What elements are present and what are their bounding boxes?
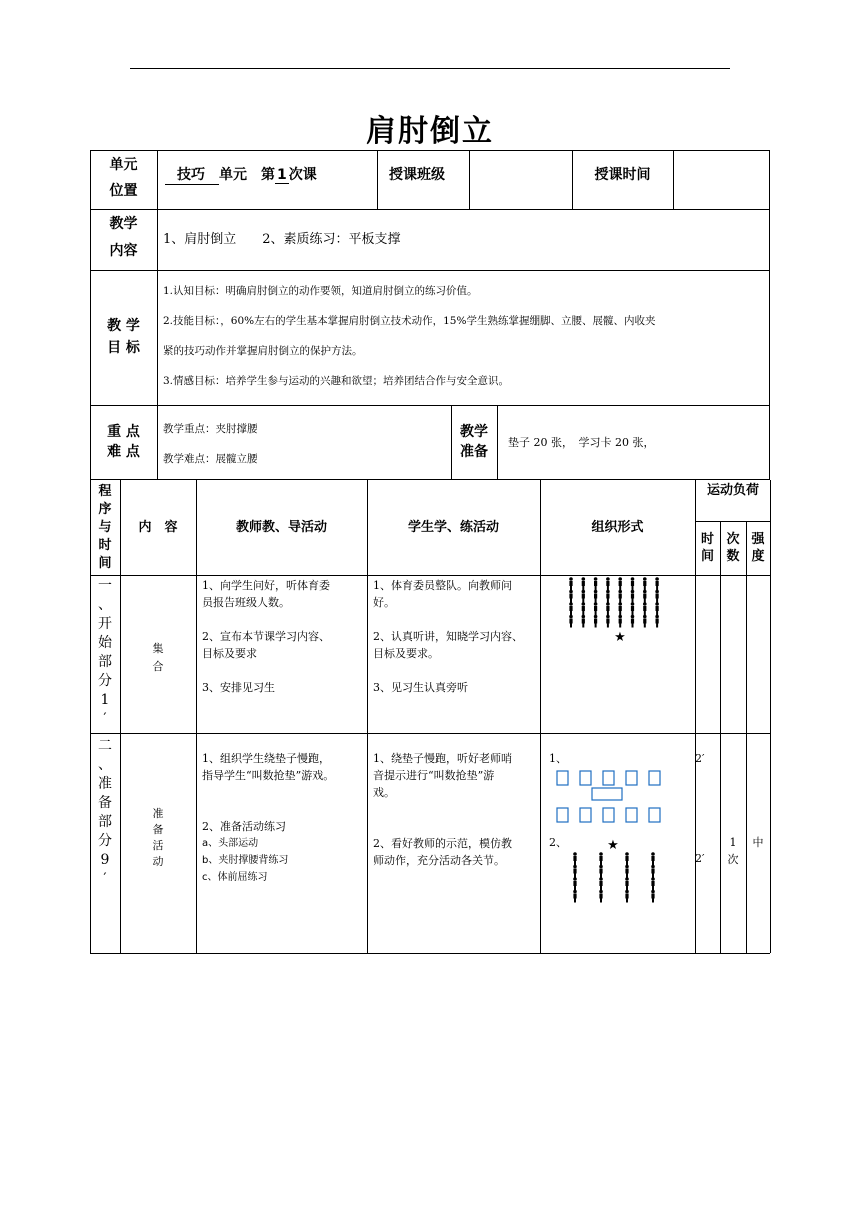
person-icon xyxy=(625,865,629,878)
person-icon xyxy=(618,602,622,615)
part1-student xyxy=(373,577,539,696)
content-label-b: 内容 xyxy=(109,243,138,259)
procedure-char: 部 xyxy=(98,814,112,830)
person-icon xyxy=(631,615,635,628)
person-icon xyxy=(594,590,598,603)
mat-square-icon xyxy=(557,808,568,822)
goals-label-b: 目 标 xyxy=(107,340,140,356)
person-icon xyxy=(643,602,647,615)
procedure-char: ′ xyxy=(103,871,107,887)
divider xyxy=(673,150,674,209)
person-icon xyxy=(606,615,610,628)
student-line: 2、看好教师的示范，模仿教 xyxy=(373,837,512,850)
mat-square-icon xyxy=(626,808,637,822)
part2-count xyxy=(720,834,746,868)
person-icon xyxy=(618,615,622,628)
student-line: 好。 xyxy=(373,596,395,609)
procedure-char: 部 xyxy=(98,654,112,670)
person-icon xyxy=(569,615,573,628)
procedure-char: 间 xyxy=(98,556,112,571)
time-header-char: 间 xyxy=(700,549,714,564)
mat-square-icon xyxy=(603,771,614,785)
divider xyxy=(90,953,770,954)
person-icon xyxy=(573,865,577,878)
procedure-char: ′ xyxy=(103,711,107,727)
person-icon xyxy=(569,602,573,615)
teacher-line: c、体前屈练习 xyxy=(202,872,268,883)
key-label-a: 重 点 xyxy=(107,424,140,440)
divider xyxy=(196,480,197,953)
lesson-suffix: 次课 xyxy=(288,167,317,183)
divider xyxy=(540,480,541,953)
person-icon xyxy=(594,615,598,628)
part2-time-1: 2′ xyxy=(695,752,705,765)
part1-content xyxy=(120,640,196,676)
person-icon xyxy=(625,890,629,903)
divider xyxy=(720,521,721,953)
teacher-line: 1、组织学生绕垫子慢跑， xyxy=(202,752,330,765)
person-icon xyxy=(643,577,647,590)
person-icon xyxy=(655,615,659,628)
unit-mid: 单元 第 xyxy=(219,167,275,183)
part2-student xyxy=(373,750,539,869)
person-icon xyxy=(655,602,659,615)
person-icon xyxy=(569,590,573,603)
teacher-line xyxy=(202,611,366,628)
difficulty: 教学难点：展髋立腰 xyxy=(163,453,258,465)
content-header: 内 容 xyxy=(138,520,178,535)
part2-time-2: 2′ xyxy=(695,852,705,865)
person-icon xyxy=(655,590,659,603)
key-label xyxy=(90,422,157,462)
count-header-char: 次 xyxy=(726,532,740,547)
person-icon xyxy=(631,577,635,590)
intensity-header-char: 强 xyxy=(751,532,765,547)
person-icon xyxy=(582,615,586,628)
person-icon xyxy=(582,590,586,603)
procedure-char: 、 xyxy=(98,757,112,773)
prep-label-b: 准备 xyxy=(460,444,488,460)
content-char: 集 xyxy=(152,642,164,655)
content-label-a: 教学 xyxy=(109,216,138,232)
divider xyxy=(90,270,770,271)
procedure-char: 始 xyxy=(98,635,112,651)
divider xyxy=(367,480,368,953)
procedure-char: 分 xyxy=(98,833,112,849)
student-line: 3、见习生认真旁听 xyxy=(373,681,468,694)
part2-mats-diagram xyxy=(552,766,664,830)
divider xyxy=(572,150,573,209)
divider xyxy=(695,521,770,522)
procedure-char: 分 xyxy=(98,673,112,689)
content-char: 准 xyxy=(152,807,164,820)
person-icon xyxy=(582,577,586,590)
student-line: 2、认真听讲，知晓学习内容、 xyxy=(373,630,523,643)
mat-square-icon xyxy=(649,771,660,785)
student-line: 1、体育委员整队。向教师问 xyxy=(373,579,512,592)
goal-3: 3.情感目标：培养学生参与运动的兴趣和欲望；培养团结合作与安全意识。 xyxy=(163,375,510,387)
procedure-char: 1 xyxy=(100,692,110,708)
unit-name: 技巧 xyxy=(165,164,219,185)
procedure-char: 二 xyxy=(98,738,112,754)
student-line xyxy=(373,611,539,628)
person-icon xyxy=(606,602,610,615)
content-label xyxy=(90,211,157,265)
part2-intensity: 中 xyxy=(752,836,764,849)
header-rule xyxy=(130,68,730,69)
teacher-line xyxy=(202,784,366,801)
divider xyxy=(746,521,747,953)
procedure-char: 、 xyxy=(98,597,112,613)
student-line: 戏。 xyxy=(373,786,395,799)
teacher-line: b、夹肘撑腰背练习 xyxy=(202,855,289,866)
star-icon: ★ xyxy=(607,838,619,853)
person-icon xyxy=(651,865,655,878)
mat-square-icon xyxy=(603,808,614,822)
content-char: 活 xyxy=(152,839,164,852)
teacher-line: 指导学生“叫数抢垫”游戏。 xyxy=(202,769,335,782)
intensity-header xyxy=(746,531,770,565)
person-icon xyxy=(594,577,598,590)
teacher-line xyxy=(202,662,366,679)
person-icon xyxy=(651,877,655,890)
student-line: 1、绕垫子慢跑，听好老师哨 xyxy=(373,752,512,765)
class-label: 授课班级 xyxy=(389,167,445,183)
content-char: 合 xyxy=(152,660,164,673)
student-line: 师动作，充分活动各关节。 xyxy=(373,854,505,867)
unit-label xyxy=(90,152,157,204)
part2-procedure xyxy=(90,737,120,889)
star-icon: ★ xyxy=(614,630,626,645)
divider xyxy=(90,209,770,210)
student-line xyxy=(373,801,539,818)
person-icon xyxy=(651,852,655,865)
student-line: 音提示进行“叫数抢垫”游 xyxy=(373,769,495,782)
goal-1: 1.认知目标：明确肩肘倒立的动作要领，知道肩肘倒立的练习价值。 xyxy=(163,285,478,297)
teacher-line xyxy=(202,801,366,818)
key-label-b: 难 点 xyxy=(107,444,140,460)
load-header: 运动负荷 xyxy=(706,483,759,498)
person-icon xyxy=(643,590,647,603)
person-icon xyxy=(606,590,610,603)
mat-square-icon xyxy=(580,771,591,785)
prep-label xyxy=(451,422,497,462)
part2-teacher xyxy=(202,750,366,886)
procedure-char: 一 xyxy=(98,578,112,594)
person-icon xyxy=(573,877,577,890)
mat-square-icon xyxy=(580,808,591,822)
person-icon xyxy=(655,577,659,590)
divider xyxy=(469,150,470,209)
procedure-char: 与 xyxy=(98,520,112,535)
student-header: 学生学、练活动 xyxy=(407,520,499,535)
mat-square-icon xyxy=(649,808,660,822)
lesson-number: 1 xyxy=(277,167,287,183)
count-header xyxy=(720,531,746,565)
mat-square-icon xyxy=(557,771,568,785)
part1-formation-diagram xyxy=(560,576,680,646)
person-icon xyxy=(569,577,573,590)
teacher-header: 教师教、导活动 xyxy=(235,520,327,535)
time-header-char: 时 xyxy=(700,532,714,547)
unit-value xyxy=(165,164,317,185)
org-label-2: 2、 xyxy=(549,836,567,849)
procedure-char: 程 xyxy=(98,484,112,499)
person-icon xyxy=(625,852,629,865)
goals-text xyxy=(163,283,768,388)
teacher-line: a、头部运动 xyxy=(202,838,259,849)
time-label: 授课时间 xyxy=(594,167,651,183)
teacher-line: 员报告班级人数。 xyxy=(202,596,290,609)
part2-formation-diagram xyxy=(565,836,665,906)
content-char: 动 xyxy=(152,855,164,868)
org-label-1: 1、 xyxy=(549,752,567,765)
procedure-char: 开 xyxy=(98,616,112,632)
person-icon xyxy=(594,602,598,615)
teacher-line: 3、安排见习生 xyxy=(202,681,275,694)
unit-label-a: 单元 xyxy=(109,157,138,173)
student-line: 目标及要求。 xyxy=(373,647,439,660)
part2-content xyxy=(120,806,196,870)
person-icon xyxy=(618,577,622,590)
teacher-line: 2、准备活动练习 xyxy=(202,820,286,833)
prep-text: 垫子 20 张， 学习卡 20 张， xyxy=(508,436,655,449)
procedure-char: 序 xyxy=(98,502,112,517)
count-value: 1 xyxy=(729,836,737,849)
procedure-char: 准 xyxy=(98,776,112,792)
goals-label-a: 教 学 xyxy=(107,318,140,334)
key-text xyxy=(163,414,258,474)
teacher-line: 1、向学生问好，听体育委 xyxy=(202,579,330,592)
procedure-char: 备 xyxy=(98,795,112,811)
count-unit: 次 xyxy=(727,853,739,866)
person-icon xyxy=(599,865,603,878)
procedure-char: 9 xyxy=(100,852,110,868)
prep-label-a: 教学 xyxy=(460,424,488,440)
procedure-char: 时 xyxy=(98,538,112,553)
person-icon xyxy=(651,890,655,903)
page-title: 肩肘倒立 xyxy=(366,114,494,149)
divider xyxy=(120,480,121,953)
divider xyxy=(90,733,770,734)
mat-square-icon xyxy=(592,788,622,800)
student-line xyxy=(373,662,539,679)
unit-label-b: 位置 xyxy=(109,183,138,199)
divider xyxy=(770,480,771,953)
divider xyxy=(497,405,498,480)
organization-header: 组织形式 xyxy=(591,520,644,535)
time-header xyxy=(695,531,720,565)
mat-square-icon xyxy=(626,771,637,785)
person-icon xyxy=(599,890,603,903)
divider xyxy=(90,405,770,406)
procedure-header xyxy=(90,483,120,573)
person-icon xyxy=(631,602,635,615)
content-text: 1、肩肘倒立 2、素质练习：平板支撑 xyxy=(163,232,401,247)
part1-procedure xyxy=(90,577,120,729)
person-icon xyxy=(573,852,577,865)
goal-2a: 2.技能目标：，60%左右的学生基本掌握肩肘倒立技术动作，15%学生熟练掌握绷脚、立腰、展髋、内收夹 xyxy=(163,315,656,327)
person-icon xyxy=(599,877,603,890)
intensity-header-char: 度 xyxy=(751,549,765,564)
goal-2b: 紧的技巧动作并掌握肩肘倒立的保护方法。 xyxy=(163,345,363,357)
key-point: 教学重点：夹肘撑腰 xyxy=(163,423,258,435)
person-icon xyxy=(643,615,647,628)
person-icon xyxy=(573,890,577,903)
part1-teacher xyxy=(202,577,366,696)
content-char: 备 xyxy=(152,823,164,836)
person-icon xyxy=(631,590,635,603)
teacher-line: 2、宣布本节课学习内容、 xyxy=(202,630,330,643)
person-icon xyxy=(625,877,629,890)
person-icon xyxy=(618,590,622,603)
person-icon xyxy=(606,577,610,590)
count-header-char: 数 xyxy=(726,549,740,564)
student-line xyxy=(373,818,539,835)
teacher-line: 目标及要求 xyxy=(202,647,257,660)
person-icon xyxy=(599,852,603,865)
person-icon xyxy=(582,602,586,615)
divider xyxy=(157,150,158,480)
goals-label xyxy=(90,315,157,359)
